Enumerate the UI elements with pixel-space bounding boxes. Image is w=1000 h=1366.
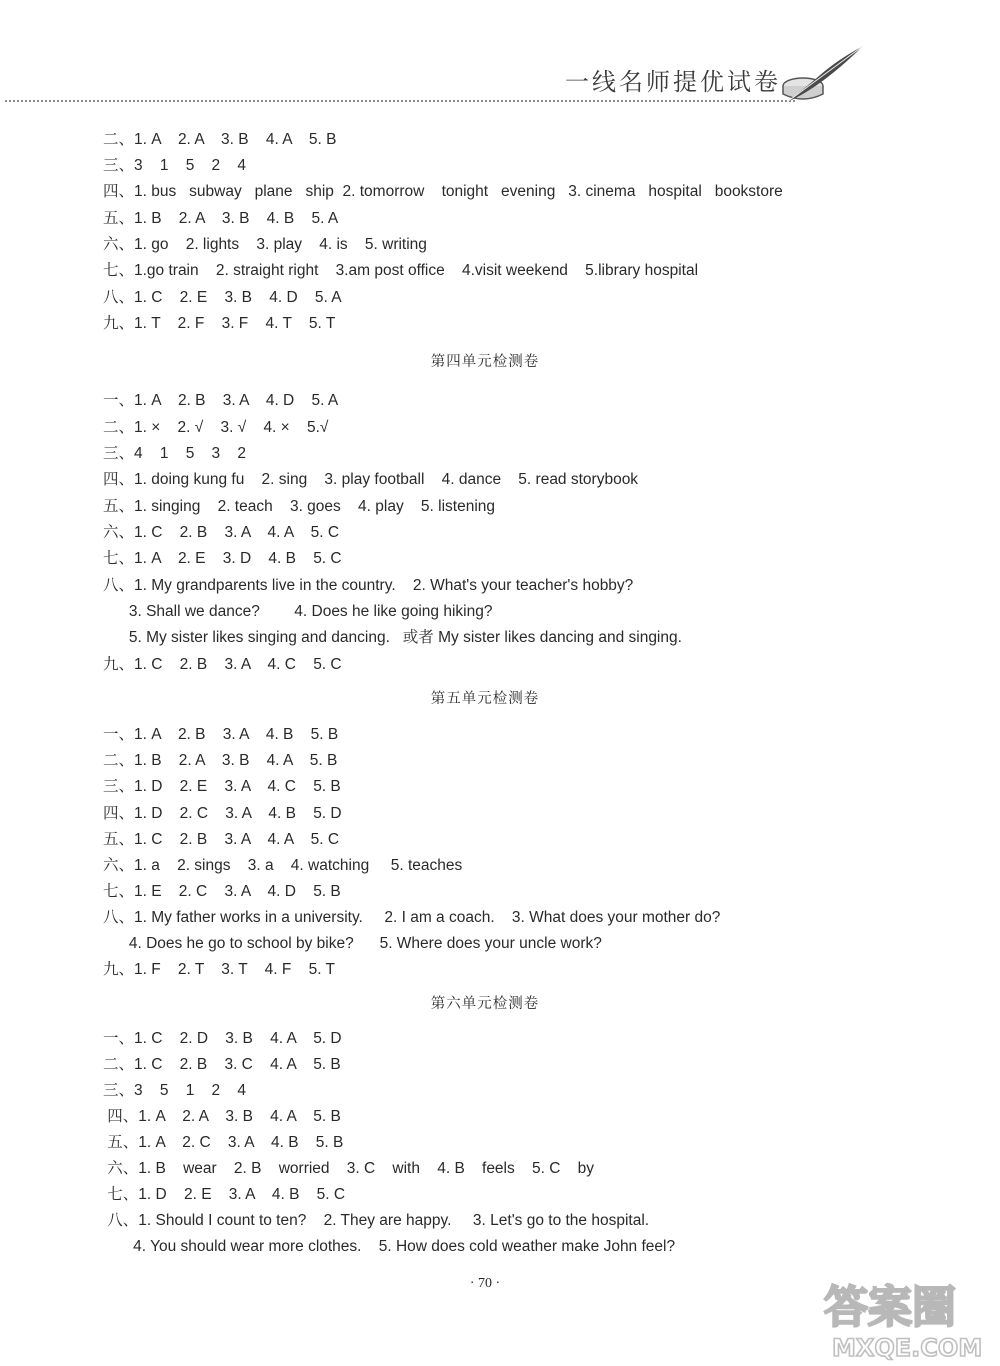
answer-line: 九、1. T 2. F 3. F 4. T 5. T [103, 315, 336, 332]
answer-line: 六、1. go 2. lights 3. play 4. is 5. writing [103, 236, 427, 253]
section-title: 第六单元检测卷 [430, 996, 540, 1012]
answer-line: 4. Does he go to school by bike? 5. Where does your uncle work? [103, 935, 602, 952]
answer-line: 五、1. B 2. A 3. B 4. B 5. A [103, 210, 339, 227]
header-title: 一线名师提优试卷 [565, 68, 781, 96]
answer-line: 八、1. My grandparents live in the country. 2. What's your teacher's hobby? [103, 577, 634, 594]
answer-line: 5. My sister likes singing and dancing. 或者 My sister likes dancing and singing. [103, 629, 682, 646]
answer-line: 六、1. a 2. sings 3. a 4. watching 5. teaches [103, 857, 463, 874]
section-title: 第四单元检测卷 [430, 354, 540, 370]
answer-line: 六、1. C 2. B 3. A 4. A 5. C [103, 524, 340, 541]
answer-line: 四、1. A 2. A 3. B 4. A 5. B [103, 1108, 341, 1125]
answer-line: 七、1. E 2. C 3. A 4. D 5. B [103, 883, 341, 900]
page-number: · 70 · [469, 1276, 501, 1291]
answer-line: 八、1. Should I count to ten? 2. They are happy. 3. Let's go to the hospital. [103, 1212, 650, 1229]
answer-line: 三、4 1 5 3 2 [103, 445, 247, 462]
answer-line: 二、1. A 2. A 3. B 4. A 5. B [103, 131, 337, 148]
answer-line: 一、1. C 2. D 3. B 4. A 5. D [103, 1030, 342, 1047]
answer-line: 八、1. My father works in a university. 2. I am a coach. 3. What does your mother do? [103, 909, 721, 926]
answer-line: 四、1. bus subway plane ship 2. tomorrow tonight evening 3. cinema hospital bookstore [103, 183, 783, 200]
answer-line: 七、1. A 2. E 3. D 4. B 5. C [103, 550, 342, 567]
answer-line: 四、1. doing kung fu 2. sing 3. play football 4. dance 5. read storybook [103, 471, 639, 488]
answer-line: 三、3 5 1 2 4 [103, 1082, 247, 1099]
svg-text:MXQE.COM: MXQE.COM [832, 1334, 983, 1362]
feather-icon [775, 38, 870, 108]
watermark-logo-icon [818, 1268, 996, 1364]
answer-line: 4. You should wear more clothes. 5. How does cold weather make John feel? [103, 1238, 676, 1255]
answer-line: 八、1. C 2. E 3. B 4. D 5. A [103, 289, 342, 306]
answer-line: 二、1. B 2. A 3. B 4. A 5. B [103, 752, 338, 769]
answer-line: 七、1. D 2. E 3. A 4. B 5. C [103, 1186, 346, 1203]
section-title: 第五单元检测卷 [430, 691, 540, 707]
answer-line: 3. Shall we dance? 4. Does he like going hiking? [103, 603, 493, 620]
answer-line: 四、1. D 2. C 3. A 4. B 5. D [103, 805, 342, 822]
answer-line: 五、1. singing 2. teach 3. goes 4. play 5. listening [103, 498, 496, 515]
answer-line: 二、1. C 2. B 3. C 4. A 5. B [103, 1056, 341, 1073]
header-divider [5, 100, 795, 102]
answer-line: 三、3 1 5 2 4 [103, 157, 247, 174]
answer-line: 九、1. F 2. T 3. T 4. F 5. T [103, 961, 336, 978]
answer-line: 七、1.go train 2. straight right 3.am post office 4.visit weekend 5.library hospital [103, 262, 699, 279]
answer-line: 一、1. A 2. B 3. A 4. D 5. A [103, 392, 339, 409]
answer-line: 五、1. C 2. B 3. A 4. A 5. C [103, 831, 340, 848]
svg-text:答案圈: 答案圈 [824, 1282, 956, 1333]
answer-line: 一、1. A 2. B 3. A 4. B 5. B [103, 726, 339, 743]
answer-line: 二、1. × 2. √ 3. √ 4. × 5.√ [103, 419, 329, 436]
answer-line: 六、1. B wear 2. B worried 3. C with 4. B feels 5. C by [103, 1160, 594, 1177]
answer-line: 五、1. A 2. C 3. A 4. B 5. B [103, 1134, 344, 1151]
answer-line: 三、1. D 2. E 3. A 4. C 5. B [103, 778, 341, 795]
answer-line: 九、1. C 2. B 3. A 4. C 5. C [103, 656, 342, 673]
